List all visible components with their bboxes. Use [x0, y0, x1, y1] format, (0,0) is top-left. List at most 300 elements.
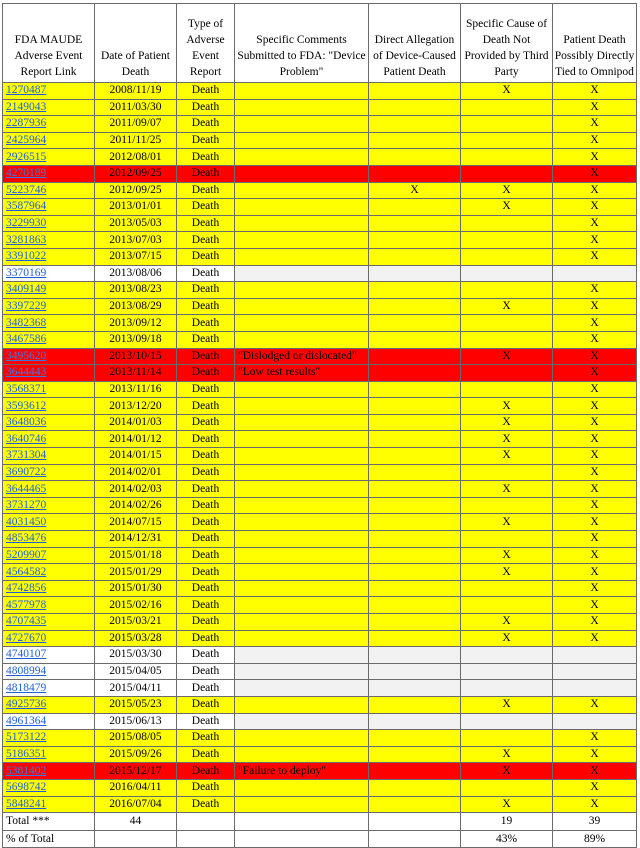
table-row [3, 431, 637, 448]
allegation-cell [369, 83, 461, 100]
omnipod-tied-cell: X [553, 83, 637, 100]
report-link-cell [3, 713, 95, 730]
report-type-cell: Death [177, 215, 235, 232]
maude-report-link[interactable]: 4577978 [6, 598, 47, 611]
table-row [3, 215, 637, 232]
omnipod-tied-cell: X [553, 232, 637, 249]
death-date-cell: 2013/01/01 [95, 199, 177, 216]
omnipod-tied-cell: X [553, 696, 637, 713]
report-type-cell: Death [177, 481, 235, 498]
device-problem-cell [235, 199, 369, 216]
report-link-cell [3, 199, 95, 216]
device-problem-cell [235, 663, 369, 680]
allegation-cell [369, 779, 461, 796]
maude-report-link[interactable]: 2287936 [6, 117, 47, 130]
total-empty [369, 813, 461, 831]
omnipod-tied-cell: X [553, 315, 637, 332]
death-date-cell: 2016/04/11 [95, 779, 177, 796]
device-problem-cell [235, 630, 369, 647]
report-type-cell: Death [177, 398, 235, 415]
maude-report-link[interactable]: 4808994 [6, 665, 47, 678]
allegation-cell [369, 580, 461, 597]
report-link-cell [3, 83, 95, 100]
report-type-cell: Death [177, 116, 235, 133]
death-date-cell: 2015/06/13 [95, 713, 177, 730]
allegation-cell [369, 348, 461, 365]
report-type-cell: Death [177, 248, 235, 265]
maude-report-link[interactable]: 1270487 [6, 84, 47, 97]
death-date-cell: 2014/01/03 [95, 414, 177, 431]
death-date-cell: 2015/12/17 [95, 763, 177, 780]
device-problem-cell [235, 83, 369, 100]
maude-report-link[interactable]: 5223746 [6, 183, 47, 196]
device-problem-cell [235, 398, 369, 415]
maude-report-link[interactable]: 4564582 [6, 565, 47, 578]
report-type-cell: Death [177, 331, 235, 348]
report-type-cell: Death [177, 580, 235, 597]
table-body [3, 83, 637, 813]
report-type-cell: Death [177, 365, 235, 382]
allegation-cell [369, 132, 461, 149]
maude-report-link[interactable]: 5381402 [6, 764, 47, 777]
report-type-cell: Death [177, 663, 235, 680]
table-row [3, 99, 637, 116]
death-date-cell: 2014/07/15 [95, 514, 177, 531]
death-date-cell: 2015/03/21 [95, 614, 177, 631]
table-row [3, 680, 637, 697]
cause-not-provided-cell: X [461, 614, 553, 631]
omnipod-tied-cell: X [553, 597, 637, 614]
omnipod-tied-cell: X [553, 431, 637, 448]
total-cause: 19 [461, 813, 553, 831]
table-row [3, 248, 637, 265]
maude-report-link[interactable]: 2425964 [6, 134, 47, 147]
report-type-cell: Death [177, 414, 235, 431]
maude-report-link[interactable]: 3568371 [6, 382, 47, 395]
device-problem-cell [235, 431, 369, 448]
death-date-cell: 2011/03/30 [95, 99, 177, 116]
report-link-cell [3, 580, 95, 597]
adverse-event-table [2, 3, 637, 848]
omnipod-tied-cell: X [553, 398, 637, 415]
maude-report-link[interactable]: 5186351 [6, 748, 47, 761]
cause-not-provided-cell [461, 232, 553, 249]
maude-report-link[interactable]: 3391022 [6, 250, 47, 263]
total-tied: 39 [553, 813, 637, 831]
table-row [3, 282, 637, 299]
maude-report-link[interactable]: 3644465 [6, 482, 47, 495]
report-type-cell: Death [177, 746, 235, 763]
percent-cause: 43% [461, 830, 553, 848]
death-date-cell: 2015/01/29 [95, 564, 177, 581]
death-date-cell: 2013/11/14 [95, 365, 177, 382]
cause-not-provided-cell: X [461, 448, 553, 465]
maude-report-link[interactable]: 4740107 [6, 648, 47, 661]
report-link-cell [3, 547, 95, 564]
cause-not-provided-cell [461, 580, 553, 597]
cause-not-provided-cell: X [461, 431, 553, 448]
cause-not-provided-cell: X [461, 630, 553, 647]
table-row [3, 647, 637, 664]
report-link-cell [3, 464, 95, 481]
omnipod-tied-cell: X [553, 149, 637, 166]
report-type-cell: Death [177, 298, 235, 315]
death-date-cell: 2015/03/28 [95, 630, 177, 647]
maude-report-link[interactable]: 5848241 [6, 797, 47, 810]
table-row [3, 298, 637, 315]
table-row [3, 514, 637, 531]
cause-not-provided-cell [461, 365, 553, 382]
maude-report-link[interactable]: 2926515 [6, 150, 47, 163]
maude-report-link[interactable]: 3731270 [6, 499, 47, 512]
table-row [3, 83, 637, 100]
device-problem-cell [235, 730, 369, 747]
maude-report-link[interactable]: 4031450 [6, 515, 47, 528]
cause-not-provided-cell [461, 531, 553, 548]
report-link-cell [3, 381, 95, 398]
allegation-cell [369, 763, 461, 780]
device-problem-cell [235, 580, 369, 597]
cause-not-provided-cell [461, 265, 553, 282]
report-type-cell: Death [177, 83, 235, 100]
allegation-cell [369, 149, 461, 166]
death-date-cell: 2011/11/25 [95, 132, 177, 149]
death-date-cell: 2016/07/04 [95, 796, 177, 813]
death-date-cell: 2013/05/03 [95, 215, 177, 232]
allegation-cell [369, 248, 461, 265]
death-date-cell: 2015/01/30 [95, 580, 177, 597]
table-row [3, 116, 637, 133]
report-type-cell: Death [177, 730, 235, 747]
death-date-cell: 2015/04/05 [95, 663, 177, 680]
report-link-cell [3, 149, 95, 166]
total-empty [235, 813, 369, 831]
cause-not-provided-cell: X [461, 514, 553, 531]
table-row [3, 730, 637, 747]
cause-not-provided-cell [461, 331, 553, 348]
report-link-cell [3, 99, 95, 116]
table-row [3, 746, 637, 763]
cause-not-provided-cell [461, 248, 553, 265]
device-problem-cell [235, 696, 369, 713]
header-row [3, 4, 637, 83]
omnipod-tied-cell: X [553, 796, 637, 813]
allegation-cell [369, 282, 461, 299]
report-type-cell: Death [177, 614, 235, 631]
maude-report-link[interactable]: 4961364 [6, 714, 47, 727]
omnipod-tied-cell: X [553, 182, 637, 199]
maude-report-link[interactable]: 2149043 [6, 100, 47, 113]
table-row [3, 564, 637, 581]
maude-report-link[interactable]: 3397229 [6, 300, 47, 313]
report-type-cell: Death [177, 514, 235, 531]
allegation-cell [369, 199, 461, 216]
omnipod-tied-cell [553, 663, 637, 680]
death-date-cell: 2013/12/20 [95, 398, 177, 415]
device-problem-cell [235, 132, 369, 149]
device-problem-cell [235, 381, 369, 398]
allegation-cell [369, 381, 461, 398]
device-problem-cell [235, 182, 369, 199]
maude-report-link[interactable]: 3370169 [6, 266, 47, 279]
maude-report-link[interactable]: 3467586 [6, 333, 47, 346]
omnipod-tied-cell: X [553, 630, 637, 647]
device-problem-cell: "Failure to deploy" [235, 763, 369, 780]
maude-report-link[interactable]: 4270189 [6, 167, 47, 180]
cause-not-provided-cell: X [461, 796, 553, 813]
percent-empty [369, 830, 461, 848]
death-date-cell: 2015/04/11 [95, 680, 177, 697]
omnipod-tied-cell: X [553, 282, 637, 299]
report-link-cell [3, 763, 95, 780]
report-type-cell: Death [177, 232, 235, 249]
death-date-cell: 2014/01/15 [95, 448, 177, 465]
percent-tied: 89% [553, 830, 637, 848]
device-problem-cell: "Dislodged or dislocated" [235, 348, 369, 365]
report-type-cell: Death [177, 647, 235, 664]
table-row [3, 414, 637, 431]
death-date-cell: 2013/09/12 [95, 315, 177, 332]
maude-report-link[interactable]: 3648036 [6, 416, 47, 429]
cause-not-provided-cell [461, 132, 553, 149]
maude-report-link[interactable]: 3409149 [6, 283, 47, 296]
allegation-cell [369, 514, 461, 531]
total-label: Total *** [3, 813, 95, 831]
death-date-cell: 2013/08/29 [95, 298, 177, 315]
omnipod-tied-cell: X [553, 531, 637, 548]
cause-not-provided-cell: X [461, 414, 553, 431]
total-empty [177, 813, 235, 831]
device-problem-cell [235, 531, 369, 548]
allegation-cell [369, 713, 461, 730]
cause-not-provided-cell: X [461, 83, 553, 100]
device-problem-cell [235, 547, 369, 564]
table-row [3, 348, 637, 365]
table-row [3, 149, 637, 166]
maude-report-link[interactable]: 3229930 [6, 217, 47, 230]
cause-not-provided-cell: X [461, 199, 553, 216]
death-date-cell: 2014/01/12 [95, 431, 177, 448]
cause-not-provided-cell [461, 779, 553, 796]
report-type-cell: Death [177, 547, 235, 564]
death-date-cell: 2013/08/23 [95, 282, 177, 299]
omnipod-tied-cell: X [553, 497, 637, 514]
table-row [3, 763, 637, 780]
allegation-cell [369, 597, 461, 614]
maude-report-link[interactable]: 5209907 [6, 548, 47, 561]
omnipod-tied-cell: X [553, 365, 637, 382]
omnipod-tied-cell: X [553, 564, 637, 581]
maude-report-link[interactable]: 4818479 [6, 681, 47, 694]
device-problem-cell [235, 265, 369, 282]
omnipod-tied-cell [553, 713, 637, 730]
table-row [3, 696, 637, 713]
omnipod-tied-cell: X [553, 614, 637, 631]
table-row [3, 547, 637, 564]
maude-report-link[interactable]: 5698742 [6, 781, 47, 794]
cause-not-provided-cell [461, 464, 553, 481]
cause-not-provided-cell [461, 381, 553, 398]
report-link-cell [3, 481, 95, 498]
table-row [3, 663, 637, 680]
table-row [3, 365, 637, 382]
omnipod-tied-cell: X [553, 730, 637, 747]
omnipod-tied-cell [553, 647, 637, 664]
allegation-cell [369, 215, 461, 232]
report-link-cell [3, 630, 95, 647]
device-problem-cell [235, 464, 369, 481]
header-cause: Specific Cause of Death Not Provided by Third Party [461, 4, 553, 83]
header-date: Date of Patient Death [95, 4, 177, 83]
omnipod-tied-cell: X [553, 298, 637, 315]
cause-not-provided-cell [461, 597, 553, 614]
death-date-cell: 2015/09/26 [95, 746, 177, 763]
death-date-cell: 2008/11/19 [95, 83, 177, 100]
death-date-cell: 2013/07/03 [95, 232, 177, 249]
report-type-cell: Death [177, 381, 235, 398]
report-link-cell [3, 696, 95, 713]
allegation-cell [369, 431, 461, 448]
cause-not-provided-cell: X [461, 298, 553, 315]
cause-not-provided-cell [461, 99, 553, 116]
allegation-cell [369, 696, 461, 713]
header-comments: Specific Comments Submitted to FDA: "Device Problem" [235, 4, 369, 83]
report-type-cell: Death [177, 315, 235, 332]
allegation-cell [369, 398, 461, 415]
device-problem-cell [235, 232, 369, 249]
cause-not-provided-cell: X [461, 182, 553, 199]
omnipod-tied-cell: X [553, 779, 637, 796]
report-type-cell: Death [177, 497, 235, 514]
cause-not-provided-cell: X [461, 398, 553, 415]
report-link-cell [3, 497, 95, 514]
allegation-cell [369, 531, 461, 548]
report-type-cell: Death [177, 630, 235, 647]
maude-report-link[interactable]: 4727670 [6, 631, 47, 644]
report-link-cell [3, 796, 95, 813]
allegation-cell [369, 265, 461, 282]
report-link-cell [3, 298, 95, 315]
cause-not-provided-cell: X [461, 746, 553, 763]
omnipod-tied-cell: X [553, 165, 637, 182]
maude-report-link[interactable]: 4742856 [6, 582, 47, 595]
omnipod-tied-cell: X [553, 199, 637, 216]
maude-report-link[interactable]: 4925736 [6, 698, 47, 711]
maude-report-link[interactable]: 3587964 [6, 200, 47, 213]
device-problem-cell [235, 298, 369, 315]
report-type-cell: Death [177, 763, 235, 780]
table-row [3, 381, 637, 398]
table-row [3, 232, 637, 249]
table-row [3, 265, 637, 282]
cause-not-provided-cell [461, 165, 553, 182]
report-link-cell [3, 647, 95, 664]
header-tied: Patient Death Possibly Directly Tied to Omnipod [553, 4, 637, 83]
table-row [3, 464, 637, 481]
report-link-cell [3, 779, 95, 796]
table-row [3, 614, 637, 631]
report-type-cell: Death [177, 99, 235, 116]
report-type-cell: Death [177, 199, 235, 216]
device-problem-cell [235, 315, 369, 332]
allegation-cell [369, 663, 461, 680]
maude-report-link[interactable]: 5173122 [6, 731, 47, 744]
maude-report-link[interactable]: 3482368 [6, 316, 47, 329]
maude-report-link[interactable]: 3690722 [6, 465, 47, 478]
report-link-cell [3, 730, 95, 747]
report-link-cell [3, 663, 95, 680]
cause-not-provided-cell: X [461, 763, 553, 780]
table-row [3, 199, 637, 216]
report-link-cell [3, 531, 95, 548]
report-link-cell [3, 315, 95, 332]
report-type-cell: Death [177, 713, 235, 730]
death-date-cell: 2012/09/25 [95, 165, 177, 182]
report-link-cell [3, 564, 95, 581]
report-type-cell: Death [177, 696, 235, 713]
omnipod-tied-cell: X [553, 547, 637, 564]
report-link-cell [3, 215, 95, 232]
report-link-cell [3, 248, 95, 265]
allegation-cell [369, 481, 461, 498]
maude-report-link[interactable]: 3731304 [6, 449, 47, 462]
maude-report-link[interactable]: 3281863 [6, 233, 47, 246]
omnipod-tied-cell: X [553, 763, 637, 780]
allegation-cell [369, 298, 461, 315]
report-link-cell [3, 116, 95, 133]
death-date-cell: 2015/02/16 [95, 597, 177, 614]
cause-not-provided-cell [461, 680, 553, 697]
table-row [3, 497, 637, 514]
maude-report-link[interactable]: 4853476 [6, 532, 47, 545]
table-row [3, 331, 637, 348]
report-link-cell [3, 680, 95, 697]
maude-report-link[interactable]: 3593612 [6, 399, 47, 412]
omnipod-tied-cell: X [553, 215, 637, 232]
header-type: Type of Adverse Event Report [177, 4, 235, 83]
cause-not-provided-cell [461, 282, 553, 299]
report-type-cell: Death [177, 464, 235, 481]
cause-not-provided-cell: X [461, 547, 553, 564]
death-date-cell: 2012/09/25 [95, 182, 177, 199]
cause-not-provided-cell [461, 149, 553, 166]
report-link-cell [3, 165, 95, 182]
cause-not-provided-cell: X [461, 348, 553, 365]
allegation-cell [369, 414, 461, 431]
maude-report-link[interactable]: 4707435 [6, 615, 47, 628]
maude-report-link[interactable]: 3495620 [6, 349, 47, 362]
allegation-cell [369, 165, 461, 182]
death-date-cell: 2015/01/18 [95, 547, 177, 564]
device-problem-cell [235, 99, 369, 116]
allegation-cell [369, 746, 461, 763]
death-date-cell: 2013/07/15 [95, 248, 177, 265]
cause-not-provided-cell [461, 663, 553, 680]
device-problem-cell [235, 149, 369, 166]
allegation-cell [369, 614, 461, 631]
maude-report-link[interactable]: 3640746 [6, 432, 47, 445]
percent-empty [177, 830, 235, 848]
report-type-cell: Death [177, 796, 235, 813]
maude-report-link[interactable]: 3644443 [6, 366, 47, 379]
allegation-cell [369, 796, 461, 813]
device-problem-cell [235, 331, 369, 348]
omnipod-tied-cell [553, 265, 637, 282]
death-date-cell: 2015/03/30 [95, 647, 177, 664]
death-date-cell: 2014/02/26 [95, 497, 177, 514]
report-type-cell: Death [177, 265, 235, 282]
table-row [3, 165, 637, 182]
